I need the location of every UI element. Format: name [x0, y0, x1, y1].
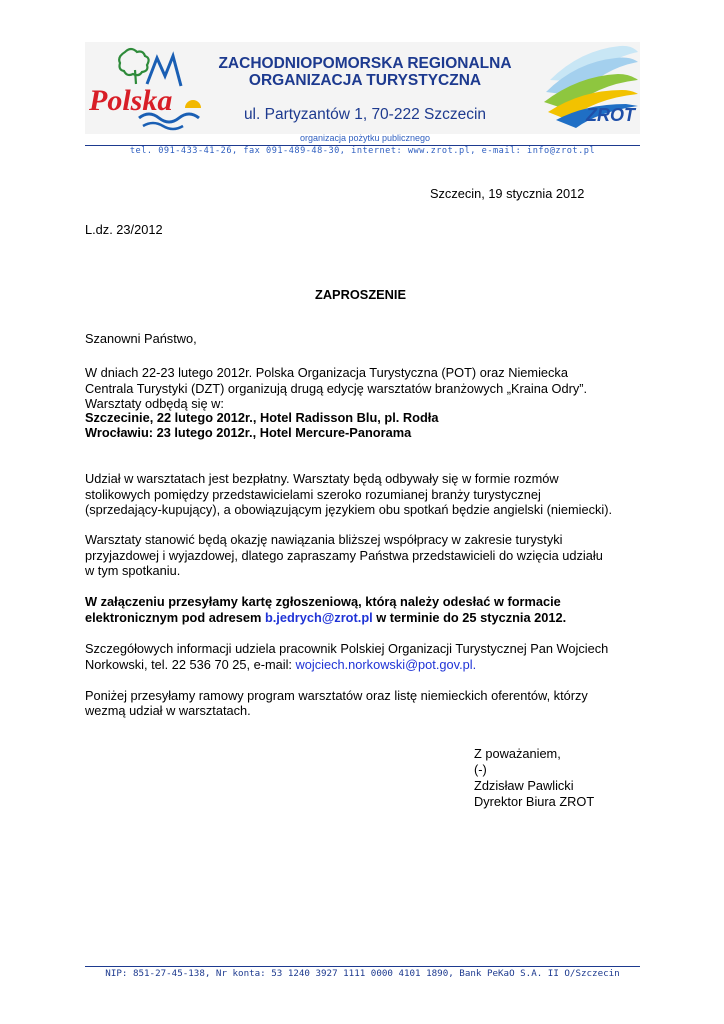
org-name-line2: ORGANIZACJA TURYSTYCZNA	[248, 72, 482, 89]
paragraph-line: Centrala Turystyki (DZT) organizują drugą edycję warsztatów branżowych „Kraina Odry”.	[85, 381, 588, 396]
contact-text: Norkowski, tel. 22 536 70 25, e-mail:	[85, 657, 296, 672]
zrot-logo-text: ZROT	[586, 105, 635, 125]
attachment-text-a: elektronicznym pod adresem	[85, 610, 265, 625]
attachment-text-b: w terminie do 25 stycznia 2012.	[372, 610, 567, 625]
paragraph-line: Warsztaty stanowić będą okazję nawiązania bliższej współpracy w zakresie turystyki	[85, 532, 563, 547]
contact-email-link[interactable]: wojciech.norkowski@pot.gov.pl.	[295, 657, 477, 672]
org-name-line1: ZACHODNIOPOMORSKA REGIONALNA	[218, 55, 512, 72]
polska-logo-text: Polska	[89, 84, 173, 117]
paragraph-line: przyjazdowej i wyjazdowej, dlatego zapraszamy Państwa przedstawicieli do wzięcia udziału	[85, 548, 603, 563]
paragraph-line: (sprzedający-kupujący), a obowiązującym językiem obu spotkań będzie angielski (niemiecki).	[85, 502, 613, 517]
paragraph-line: wezmą udział w warsztatach.	[85, 703, 251, 718]
polska-logo	[85, 44, 207, 134]
paragraph-line: W załączeniu przesyłamy kartę zgłoszeniową, którą należy odesłać w formacie	[85, 594, 561, 609]
place-date: Szczecin, 19 stycznia 2012	[430, 186, 585, 201]
contact-line: tel. 091-433-41-26, fax 091-489-48-30, internet: www.zrot.pl, e-mail: info@zrot.pl	[129, 146, 596, 156]
org-status-note: organizacja pożytku publicznego	[299, 133, 431, 143]
paragraph-line: Warsztaty odbędą się w:	[85, 396, 224, 411]
signatory-name: Zdzisław Pawlicki	[474, 778, 574, 793]
paragraph-line: stolikowych pomiędzy przedstawicielami szeroko rozumianej branży turystycznej	[85, 487, 541, 502]
closing: Z poważaniem,	[474, 746, 561, 761]
paragraph-line	[85, 657, 476, 673]
org-address: ul. Partyzantów 1, 70-222 Szczecin	[243, 106, 487, 123]
paragraph-line: w tym spotkaniu.	[85, 563, 181, 578]
footer-bank-info: NIP: 851-27-45-138, Nr konta: 53 1240 3927 1111 0000 4101 1890, Bank PeKaO S.A. II O/Szczecin	[105, 968, 620, 979]
signature-mark: (-)	[474, 762, 487, 777]
paragraph-line: Poniżej przesyłamy ramowy program warsztatów oraz listę niemieckich oferentów, którzy	[85, 688, 588, 703]
footer-divider	[85, 966, 640, 967]
signatory-position: Dyrektor Biura ZROT	[474, 794, 595, 809]
paragraph-line: Udział w warsztatach jest bezpłatny. Warsztaty będą odbywały się w formie rozmów	[85, 471, 559, 486]
salutation: Szanowni Państwo,	[85, 331, 197, 346]
paragraph-line: W dniach 22-23 lutego 2012r. Polska Organizacja Turystyczna (POT) oraz Niemiecka	[85, 365, 568, 380]
paragraph-line: Szczegółowych informacji udziela pracownik Polskiej Organizacji Turystycznej Pan Wojciech	[85, 641, 609, 656]
letter-title: ZAPROSZENIE	[315, 287, 407, 302]
registration-email-link[interactable]: b.jedrych@zrot.pl	[264, 610, 373, 625]
reference-number: L.dz. 23/2012	[85, 222, 163, 237]
venue-szczecin: Szczecinie, 22 lutego 2012r., Hotel Radisson Blu, pl. Rodła	[85, 410, 439, 425]
paragraph-line	[85, 610, 566, 626]
venue-wroclaw: Wrocławiu: 23 lutego 2012r., Hotel Mercure-Panorama	[85, 425, 412, 440]
